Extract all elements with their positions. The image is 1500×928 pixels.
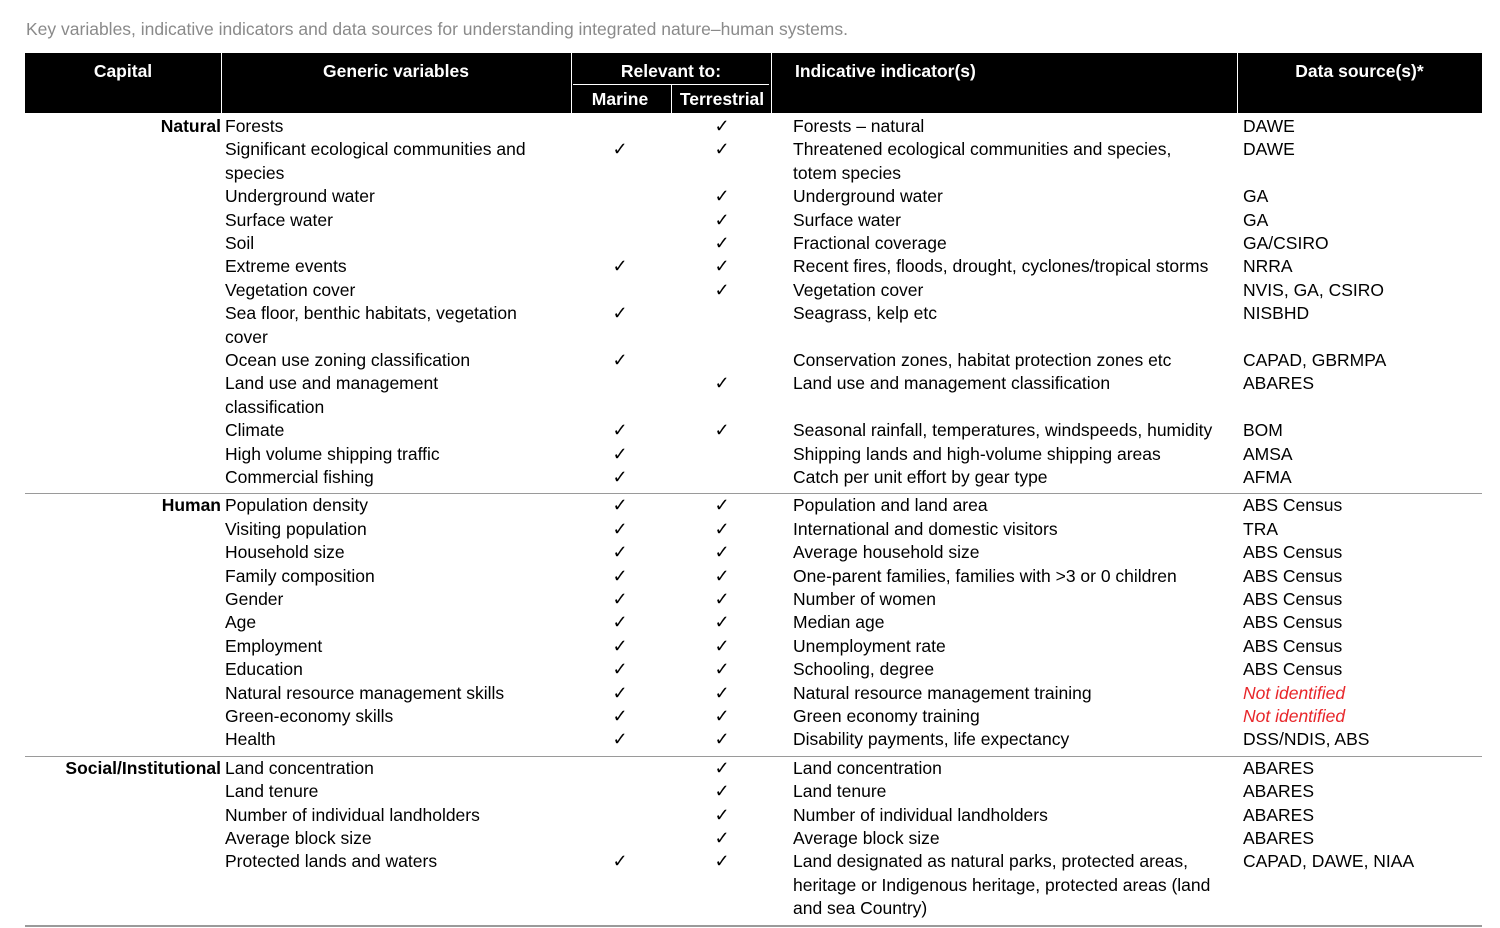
header-rule-generic-divider xyxy=(571,53,572,113)
text-line: Gender xyxy=(225,588,284,609)
text-line: One-parent families, families with >3 or 0 children xyxy=(793,565,1177,586)
cell-generic-variable xyxy=(225,232,565,255)
cell-terrestrial-check: ✓ xyxy=(714,139,730,160)
cell-data-source: CAPAD, DAWE, NIAA xyxy=(1243,851,1415,872)
text-line: Health xyxy=(225,729,276,750)
text-line: Green economy training xyxy=(793,705,980,726)
cell-marine-check: ✓ xyxy=(612,542,628,563)
cell-data-source: ABARES xyxy=(1243,757,1314,778)
data-table xyxy=(25,53,1482,927)
cell-terrestrial-check: ✓ xyxy=(714,659,730,680)
cell-indicative-indicator xyxy=(793,565,1243,588)
cell-terrestrial-check: ✓ xyxy=(714,804,730,825)
table-row xyxy=(25,728,1482,751)
cell-data-source: ABARES xyxy=(1243,781,1314,802)
text-line: Vegetation cover xyxy=(793,279,924,300)
cell-generic-variable xyxy=(225,541,565,564)
cell-data-source: ABARES xyxy=(1243,373,1314,394)
header-rule-indicator-divider xyxy=(771,53,772,113)
text-line: species xyxy=(225,162,285,183)
cell-generic-variable xyxy=(225,565,565,588)
cell-terrestrial-check: ✓ xyxy=(714,635,730,656)
text-line: Forests xyxy=(225,116,284,136)
column-header-indicative-indicators: Indicative indicator(s) xyxy=(795,61,976,81)
cell-generic-variable xyxy=(225,757,565,780)
table-row xyxy=(25,780,1482,803)
text-line: Land designated as natural parks, protected areas, xyxy=(793,851,1188,872)
table-row xyxy=(25,232,1482,255)
text-line: Median age xyxy=(793,612,885,633)
cell-indicative-indicator xyxy=(793,466,1243,489)
cell-generic-variable xyxy=(225,780,565,803)
text-line: Education xyxy=(225,659,303,680)
text-line: Soil xyxy=(225,233,255,253)
cell-indicative-indicator xyxy=(793,518,1243,541)
cell-indicative-indicator xyxy=(793,279,1243,302)
table-row xyxy=(25,658,1482,681)
cell-data-source: GA/CSIRO xyxy=(1243,233,1329,253)
cell-indicative-indicator xyxy=(793,780,1243,803)
cell-generic-variable xyxy=(225,115,565,138)
text-line: Population and land area xyxy=(793,495,988,516)
cell-marine-check: ✓ xyxy=(612,612,628,633)
table-row xyxy=(25,804,1482,827)
text-line: Climate xyxy=(225,420,285,441)
text-line: Visiting population xyxy=(225,518,367,539)
cell-data-source-not-identified: Not identified xyxy=(1243,682,1346,703)
cell-generic-variable xyxy=(225,138,565,185)
text-line: Land tenure xyxy=(793,781,887,802)
cell-terrestrial-check: ✓ xyxy=(714,186,730,207)
text-line: Household size xyxy=(225,542,345,563)
text-line: Average block size xyxy=(225,827,372,848)
text-line: Significant ecological communities and xyxy=(225,139,526,160)
cell-data-source: NRRA xyxy=(1243,256,1293,277)
cell-data-source: ABS Census xyxy=(1243,565,1343,586)
text-line: Fractional coverage xyxy=(793,233,947,253)
cell-generic-variable xyxy=(225,518,565,541)
table-row xyxy=(25,349,1482,372)
cell-generic-variable xyxy=(225,728,565,751)
cell-indicative-indicator xyxy=(793,302,1243,325)
table-header-row xyxy=(25,53,1482,113)
cell-data-source: DAWE xyxy=(1243,116,1295,136)
cell-terrestrial-check: ✓ xyxy=(714,682,730,703)
cell-data-source-not-identified: Not identified xyxy=(1243,705,1346,726)
cell-terrestrial-check: ✓ xyxy=(714,781,730,802)
text-line: Land tenure xyxy=(225,781,319,802)
text-line: Average household size xyxy=(793,542,980,563)
table-row xyxy=(25,588,1482,611)
cell-indicative-indicator xyxy=(793,588,1243,611)
cell-data-source: ABARES xyxy=(1243,827,1314,848)
cell-indicative-indicator xyxy=(793,138,1243,185)
column-header-marine: Marine xyxy=(591,89,649,109)
text-line: Commercial fishing xyxy=(225,467,374,487)
text-line: Forests – natural xyxy=(793,116,925,136)
cell-marine-check: ✓ xyxy=(612,139,628,160)
column-header-data-sources: Data source(s)* xyxy=(1295,61,1424,81)
header-rule-source-divider xyxy=(1237,53,1238,113)
text-line: classification xyxy=(225,396,325,417)
cell-generic-variable xyxy=(225,682,565,705)
cell-terrestrial-check: ✓ xyxy=(714,373,730,394)
header-rule-marine-divider xyxy=(671,85,672,113)
text-line: Land use and management xyxy=(225,373,439,394)
cell-marine-check: ✓ xyxy=(612,518,628,539)
cell-terrestrial-check: ✓ xyxy=(714,279,730,300)
cell-marine-check: ✓ xyxy=(612,443,628,464)
cell-data-source: TRA xyxy=(1243,518,1278,539)
cell-data-source: CAPAD, GBRMPA xyxy=(1243,350,1387,370)
table-row xyxy=(25,372,1482,419)
cell-terrestrial-check: ✓ xyxy=(714,256,730,277)
cell-marine-check: ✓ xyxy=(612,495,628,516)
table-row xyxy=(25,757,1482,780)
cell-marine-check: ✓ xyxy=(612,635,628,656)
cell-terrestrial-check: ✓ xyxy=(714,588,730,609)
cell-terrestrial-check: ✓ xyxy=(714,612,730,633)
table-row xyxy=(25,565,1482,588)
cell-terrestrial-check: ✓ xyxy=(714,705,730,726)
table-section xyxy=(25,493,1482,755)
text-line: Surface water xyxy=(793,209,901,230)
header-rule-capital-divider xyxy=(221,53,222,113)
text-line: Shipping lands and high-volume shipping areas xyxy=(793,443,1161,464)
table-row xyxy=(25,682,1482,705)
text-line: Seasonal rainfall, temperatures, windspeeds, humidity xyxy=(793,420,1213,441)
cell-marine-check: ✓ xyxy=(612,565,628,586)
cell-terrestrial-check: ✓ xyxy=(714,420,730,441)
cell-marine-check: ✓ xyxy=(612,467,628,487)
table-row xyxy=(25,302,1482,349)
cell-indicative-indicator xyxy=(793,494,1243,517)
cell-capital: Human xyxy=(161,495,221,516)
text-line: Family composition xyxy=(225,565,375,586)
cell-marine-check: ✓ xyxy=(612,256,628,277)
column-header-capital: Capital xyxy=(93,61,153,81)
text-line: heritage or Indigenous heritage, protected areas (land xyxy=(793,874,1211,895)
cell-generic-variable xyxy=(225,185,565,208)
text-line: Age xyxy=(225,612,257,633)
cell-terrestrial-check: ✓ xyxy=(714,827,730,848)
table-row xyxy=(25,494,1482,517)
table-row xyxy=(25,255,1482,278)
cell-marine-check: ✓ xyxy=(612,851,628,872)
cell-generic-variable xyxy=(225,827,565,850)
text-line: Conservation zones, habitat protection zones etc xyxy=(793,350,1172,370)
text-line: Natural resource management skills xyxy=(225,682,505,703)
cell-marine-check: ✓ xyxy=(612,420,628,441)
column-header-relevant-to: Relevant to: xyxy=(620,61,722,81)
cell-indicative-indicator xyxy=(793,728,1243,751)
cell-indicative-indicator xyxy=(793,827,1243,850)
cell-terrestrial-check: ✓ xyxy=(714,729,730,750)
cell-indicative-indicator xyxy=(793,705,1243,728)
cell-terrestrial-check: ✓ xyxy=(714,116,730,136)
cell-data-source: ABS Census xyxy=(1243,659,1343,680)
cell-data-source: GA xyxy=(1243,209,1269,230)
cell-data-source: ABS Census xyxy=(1243,588,1343,609)
cell-indicative-indicator xyxy=(793,255,1243,278)
text-line: Land concentration xyxy=(225,757,374,778)
table-row xyxy=(25,850,1482,920)
cell-generic-variable xyxy=(225,302,565,349)
text-line: Employment xyxy=(225,635,323,656)
table-row xyxy=(25,466,1482,489)
text-line: Number of women xyxy=(793,588,936,609)
cell-generic-variable xyxy=(225,850,565,873)
text-line: Underground water xyxy=(793,186,943,207)
text-line: Natural resource management training xyxy=(793,682,1092,703)
text-line: Unemployment rate xyxy=(793,635,946,656)
text-line: Recent fires, floods, drought, cyclones/tropical storms xyxy=(793,256,1209,277)
text-line: Threatened ecological communities and species, xyxy=(793,139,1172,160)
cell-generic-variable xyxy=(225,279,565,302)
cell-indicative-indicator xyxy=(793,804,1243,827)
cell-generic-variable xyxy=(225,443,565,466)
text-line: Extreme events xyxy=(225,256,347,277)
cell-terrestrial-check: ✓ xyxy=(714,757,730,778)
cell-indicative-indicator xyxy=(793,419,1243,442)
cell-indicative-indicator xyxy=(793,349,1243,372)
cell-data-source: ABARES xyxy=(1243,804,1314,825)
cell-data-source: ABS Census xyxy=(1243,635,1343,656)
cell-generic-variable xyxy=(225,658,565,681)
table-row xyxy=(25,827,1482,850)
cell-terrestrial-check: ✓ xyxy=(714,209,730,230)
cell-marine-check: ✓ xyxy=(612,350,628,370)
cell-data-source: ABS Census xyxy=(1243,542,1343,563)
cell-indicative-indicator xyxy=(793,232,1243,255)
table-section xyxy=(25,756,1482,927)
table-row xyxy=(25,185,1482,208)
table-row xyxy=(25,518,1482,541)
cell-indicative-indicator xyxy=(793,209,1243,232)
cell-data-source: AMSA xyxy=(1243,443,1293,464)
table-row xyxy=(25,541,1482,564)
table-row xyxy=(25,611,1482,634)
column-header-terrestrial: Terrestrial xyxy=(679,89,765,109)
cell-marine-check: ✓ xyxy=(612,729,628,750)
cell-marine-check: ✓ xyxy=(612,705,628,726)
cell-indicative-indicator xyxy=(793,658,1243,681)
cell-generic-variable xyxy=(225,372,565,419)
cell-marine-check: ✓ xyxy=(612,682,628,703)
cell-data-source: NISBHD xyxy=(1243,303,1310,324)
text-line: Population density xyxy=(225,495,369,516)
cell-indicative-indicator xyxy=(793,541,1243,564)
table-caption: Key variables, indicative indicators and data sources for understanding integrated nature–human systems. xyxy=(26,19,848,39)
column-header-generic-variables: Generic variables xyxy=(323,61,469,81)
text-line: Sea floor, benthic habitats, vegetation xyxy=(225,303,517,324)
cell-data-source: DAWE xyxy=(1243,139,1295,160)
cell-data-source: DSS/NDIS, ABS xyxy=(1243,729,1370,750)
text-line: Land concentration xyxy=(793,757,942,778)
cell-generic-variable xyxy=(225,804,565,827)
text-line: Surface water xyxy=(225,209,333,230)
cell-data-source: NVIS, GA, CSIRO xyxy=(1243,279,1384,300)
cell-data-source: BOM xyxy=(1243,420,1283,441)
table-row xyxy=(25,443,1482,466)
cell-capital: Social/Institutional xyxy=(65,757,221,778)
cell-indicative-indicator xyxy=(793,850,1243,920)
text-line: Green-economy skills xyxy=(225,705,394,726)
cell-generic-variable xyxy=(225,494,565,517)
cell-terrestrial-check: ✓ xyxy=(714,495,730,516)
text-line: Number of individual landholders xyxy=(793,804,1048,825)
cell-marine-check: ✓ xyxy=(612,303,628,324)
text-line: Schooling, degree xyxy=(793,659,935,680)
text-line: High volume shipping traffic xyxy=(225,443,440,464)
cell-data-source: GA xyxy=(1243,186,1269,207)
cell-generic-variable xyxy=(225,466,565,489)
text-line: cover xyxy=(225,326,268,347)
text-line: totem species xyxy=(793,162,901,183)
cell-indicative-indicator xyxy=(793,185,1243,208)
cell-generic-variable xyxy=(225,705,565,728)
table-section xyxy=(25,113,1482,493)
cell-terrestrial-check: ✓ xyxy=(714,518,730,539)
text-line: Disability payments, life expectancy xyxy=(793,729,1070,750)
cell-generic-variable xyxy=(225,349,565,372)
cell-indicative-indicator xyxy=(793,115,1243,138)
cell-terrestrial-check: ✓ xyxy=(714,233,730,253)
cell-terrestrial-check: ✓ xyxy=(714,851,730,872)
cell-indicative-indicator xyxy=(793,682,1243,705)
cell-marine-check: ✓ xyxy=(612,588,628,609)
cell-generic-variable xyxy=(225,588,565,611)
cell-indicative-indicator xyxy=(793,372,1243,395)
cell-generic-variable xyxy=(225,635,565,658)
text-line: and sea Country) xyxy=(793,898,928,919)
cell-indicative-indicator xyxy=(793,635,1243,658)
cell-indicative-indicator xyxy=(793,611,1243,634)
text-line: Average block size xyxy=(793,827,940,848)
table-row xyxy=(25,279,1482,302)
text-line: Seagrass, kelp etc xyxy=(793,303,937,324)
cell-data-source: AFMA xyxy=(1243,467,1292,487)
cell-generic-variable xyxy=(225,255,565,278)
table-row xyxy=(25,115,1482,138)
cell-data-source: ABS Census xyxy=(1243,612,1343,633)
cell-terrestrial-check: ✓ xyxy=(714,565,730,586)
text-line: Number of individual landholders xyxy=(225,804,480,825)
cell-generic-variable xyxy=(225,209,565,232)
cell-capital: Natural xyxy=(160,116,221,136)
cell-indicative-indicator xyxy=(793,757,1243,780)
table-row xyxy=(25,138,1482,185)
text-line: Land use and management classification xyxy=(793,373,1111,394)
cell-indicative-indicator xyxy=(793,443,1243,466)
text-line: International and domestic visitors xyxy=(793,518,1058,539)
cell-marine-check: ✓ xyxy=(612,659,628,680)
text-line: Protected lands and waters xyxy=(225,851,438,872)
table-row xyxy=(25,635,1482,658)
cell-generic-variable xyxy=(225,611,565,634)
cell-data-source: ABS Census xyxy=(1243,495,1343,516)
table-row xyxy=(25,209,1482,232)
text-line: Underground water xyxy=(225,186,375,207)
cell-terrestrial-check: ✓ xyxy=(714,542,730,563)
table-row xyxy=(25,705,1482,728)
table-body xyxy=(25,113,1482,927)
text-line: Catch per unit effort by gear type xyxy=(793,467,1048,487)
text-line: Ocean use zoning classification xyxy=(225,350,471,370)
text-line: Vegetation cover xyxy=(225,279,356,300)
table-row xyxy=(25,419,1482,442)
cell-generic-variable xyxy=(225,419,565,442)
